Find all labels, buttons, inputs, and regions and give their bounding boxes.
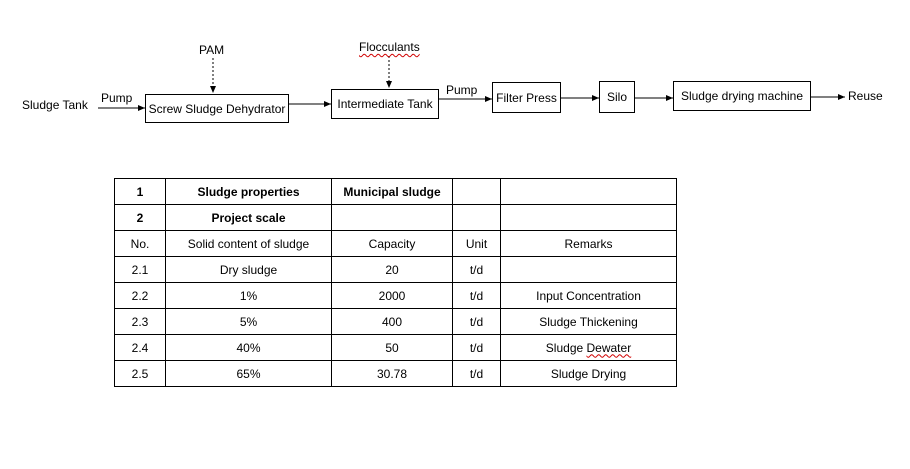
header-unit: Unit	[453, 231, 501, 257]
table-row	[115, 361, 677, 387]
cell-capacity: 400	[332, 309, 453, 335]
cell-unit: t/d	[453, 361, 501, 387]
cell-solid: 65%	[166, 361, 332, 387]
pump-label-2: Pump	[446, 83, 478, 97]
cell-value: Municipal sludge	[332, 179, 453, 205]
silo-box: Silo	[599, 81, 635, 113]
pam-label: PAM	[199, 43, 225, 57]
cell-remarks: Input Concentration	[501, 283, 677, 309]
cell-empty	[501, 179, 677, 205]
table-row	[115, 257, 677, 283]
drying-machine-box: Sludge drying machine	[673, 81, 811, 111]
cell-capacity: 30.78	[332, 361, 453, 387]
cell-remarks: Sludge Thickening	[501, 309, 677, 335]
cell-no: 2.5	[115, 361, 166, 387]
header-solid-content: Solid content of sludge	[166, 231, 332, 257]
cell-solid: Dry sludge	[166, 257, 332, 283]
cell-capacity: 2000	[332, 283, 453, 309]
cell-solid: 1%	[166, 283, 332, 309]
filter-press-box: Filter Press	[492, 82, 561, 113]
sludge-data-table	[114, 178, 677, 387]
table-row	[115, 205, 677, 231]
cell-empty	[501, 205, 677, 231]
cell-unit: t/d	[453, 257, 501, 283]
flocculants-label: Flocculants	[359, 40, 420, 54]
table-row	[115, 335, 677, 361]
cell-empty	[453, 179, 501, 205]
cell-no: 2	[115, 205, 166, 231]
cell-label: Project scale	[166, 205, 332, 231]
cell-solid: 5%	[166, 309, 332, 335]
header-no: No.	[115, 231, 166, 257]
cell-remarks	[501, 257, 677, 283]
cell-unit: t/d	[453, 309, 501, 335]
cell-unit: t/d	[453, 335, 501, 361]
cell-empty	[332, 205, 453, 231]
cell-no: 2.3	[115, 309, 166, 335]
reuse-label: Reuse	[848, 89, 883, 103]
pump-label-1: Pump	[101, 91, 133, 105]
sludge-tank-label: Sludge Tank	[22, 98, 88, 112]
table-row	[115, 283, 677, 309]
cell-empty	[453, 205, 501, 231]
cell-label: Sludge properties	[166, 179, 332, 205]
cell-no: 2.4	[115, 335, 166, 361]
cell-solid: 40%	[166, 335, 332, 361]
cell-remarks	[501, 335, 677, 361]
table-row	[115, 309, 677, 335]
header-capacity: Capacity	[332, 231, 453, 257]
screw-dehydrator-box: Screw Sludge Dehydrator	[145, 94, 289, 123]
cell-capacity: 20	[332, 257, 453, 283]
cell-capacity: 50	[332, 335, 453, 361]
table-row	[115, 179, 677, 205]
cell-unit: t/d	[453, 283, 501, 309]
cell-no: 2.2	[115, 283, 166, 309]
intermediate-tank-box: Intermediate Tank	[331, 89, 439, 119]
cell-no: 2.1	[115, 257, 166, 283]
cell-no: 1	[115, 179, 166, 205]
cell-remarks: Sludge Drying	[501, 361, 677, 387]
header-remarks: Remarks	[501, 231, 677, 257]
remarks-text-flagged: Dewater	[586, 340, 632, 355]
table-header-row	[115, 231, 677, 257]
remarks-text: Sludge	[545, 340, 587, 355]
